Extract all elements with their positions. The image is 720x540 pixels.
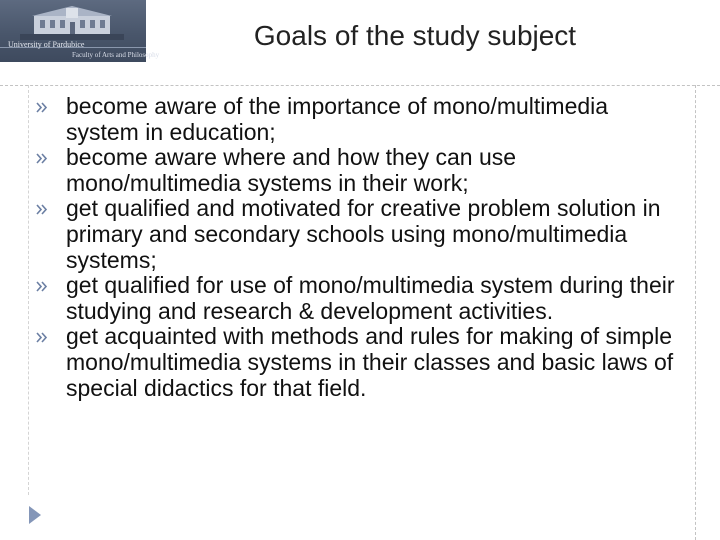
chevron-bullet-icon bbox=[36, 204, 48, 215]
chevron-bullet-icon bbox=[36, 153, 48, 164]
goal-text: become aware where and how they can use mono/multimedia systems in their work; bbox=[66, 144, 517, 196]
goals-list bbox=[36, 94, 686, 401]
building-icon bbox=[20, 4, 124, 40]
logo-university-name: University of Pardubice bbox=[8, 40, 85, 49]
goal-text: become aware of the importance of mono/multimedia system in education; bbox=[66, 93, 609, 145]
chevron-bullet-icon bbox=[36, 102, 48, 113]
goal-text: get qualified for use of mono/multimedia system during their studying and research & development activities. bbox=[66, 272, 675, 324]
goal-item bbox=[36, 145, 686, 196]
next-slide-arrow-icon[interactable] bbox=[28, 505, 42, 525]
right-divider bbox=[695, 85, 696, 540]
goal-item bbox=[36, 196, 686, 273]
chevron-bullet-icon bbox=[36, 332, 48, 343]
chevron-bullet-icon bbox=[36, 281, 48, 292]
logo-faculty-name: Faculty of Arts and Philosophy bbox=[72, 51, 160, 59]
goal-item bbox=[36, 94, 686, 145]
left-divider bbox=[28, 85, 29, 495]
slide-title: Goals of the study subject bbox=[253, 20, 577, 51]
goal-item bbox=[36, 324, 686, 401]
goal-text: get acquainted with methods and rules for making of simple mono/multimedia systems in their classes and basic laws of special didactics for that field. bbox=[66, 323, 674, 401]
goal-item bbox=[36, 273, 686, 324]
top-divider bbox=[0, 85, 720, 86]
university-logo bbox=[0, 0, 160, 62]
goal-text: get qualified and motivated for creative problem solution in primary and secondary schools using mono/multimedia systems; bbox=[66, 195, 661, 273]
